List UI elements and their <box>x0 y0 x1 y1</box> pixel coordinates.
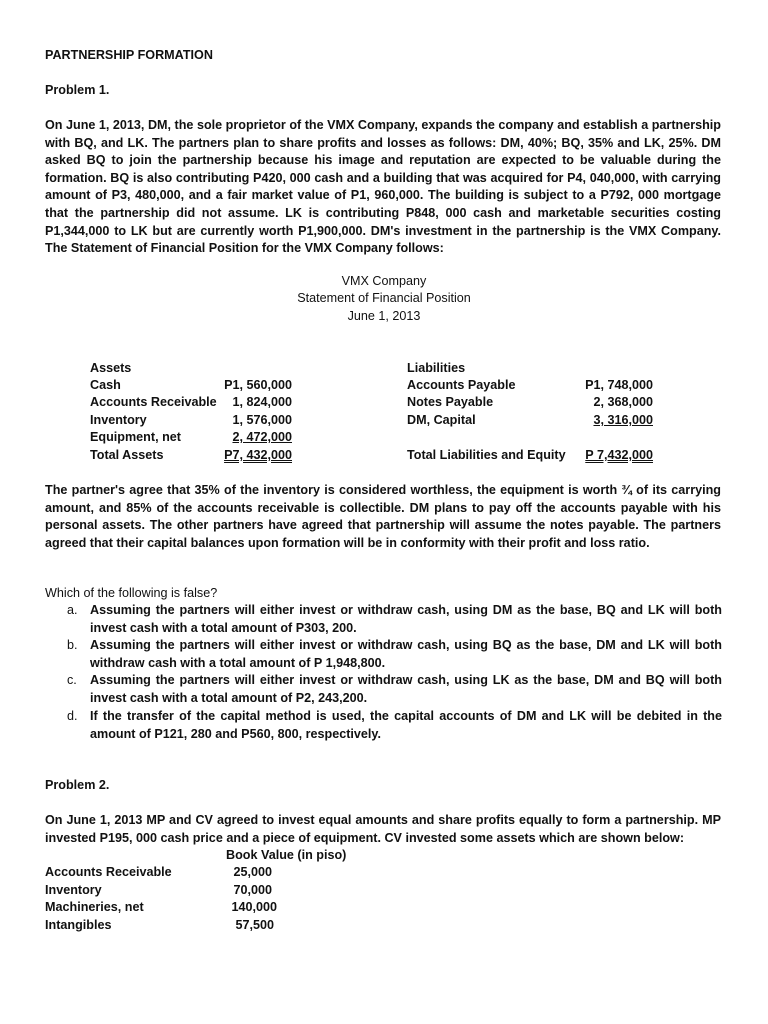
total-liabilities-value <box>560 447 653 465</box>
liability-label: Notes Payable <box>407 395 494 409</box>
option-text: Assuming the partners will either invest or withdraw cash, using BQ as the base, DM and LK will both withdraw cash with a total amount of P 1,948,800. <box>90 638 722 670</box>
book-value-header: Book Value (in piso) <box>226 848 347 862</box>
statement-date: June 1, 2013 <box>347 309 421 323</box>
asset-label: Inventory <box>90 413 147 427</box>
total-assets-label: Total Assets <box>90 448 164 462</box>
asset-row-label: Accounts Receivable <box>45 865 172 879</box>
total-assets-value <box>200 447 292 465</box>
liability-value <box>560 412 653 430</box>
liability-label: Accounts Payable <box>407 378 516 392</box>
liability-value-text: 3, 316,000 <box>593 413 653 427</box>
statement-name: Statement of Financial Position <box>297 291 471 305</box>
total-liabilities-value-text: P 7,432,000 <box>585 448 653 462</box>
option-text: If the transfer of the capital method is used, the capital accounts of DM and LK will be debited in the amount of P121, 280 and P560, 800, respectively. <box>90 709 722 741</box>
option-text: Assuming the partners will either invest or withdraw cash, using DM as the base, BQ and LK will both invest cash with a total amount of P303, 200. <box>90 603 722 635</box>
liability-label: DM, Capital <box>407 413 476 427</box>
asset-value <box>200 429 292 447</box>
problem1-question: Which of the following is false? <box>45 586 218 600</box>
liability-value: P1, 748,000 <box>585 378 653 392</box>
problem1-agreement: The partner's agree that 35% of the inventory is considered worthless, the equipment is worth ¾ of its carrying amount, and 85% of the accounts receivable is collectible. DM plans to pay off the accounts payable with his personal assets. The other partners have agreed that partnership will assume the notes payable. The partners agreed that their capital balances upon formation will be in conformity with their profit and loss ratio. <box>45 483 721 550</box>
asset-row-value: 57,500 <box>235 918 274 932</box>
total-assets-value-text: P7, 432,000 <box>224 448 292 462</box>
asset-value: 1, 576,000 <box>232 413 292 427</box>
liability-value: 2, 368,000 <box>593 395 653 409</box>
asset-value: P1, 560,000 <box>224 378 292 392</box>
liabilities-header: Liabilities <box>407 361 466 375</box>
problem1-intro: On June 1, 2013, DM, the sole proprietor of the VMX Company, expands the company and establish a partnership with BQ, and LK. The partners plan to share profits and losses as follows: DM, 40%; BQ, 35% and LK, 25%. DM asked BQ to join the partnership because his image and reputation are expected to be valuable during the formation. BQ is also contributing P420, 000 cash and a building that was acquired for P4, 040,000, with carrying amount of P3, 480,000, and a fair market value of P1, 960,000. The building is subject to a P792, 000 mortgage that the partnership did not assume. LK is contributing P848, 000 cash and marketable securities costing P1,344,000 to LK but are currently worth P1,900,000. DM's investment in the partnership is the VMX Company. The Statement of Financial Position for the VMX Company follows: <box>45 118 721 256</box>
statement-company: VMX Company <box>341 274 427 288</box>
option-label: a. <box>67 603 78 617</box>
asset-row-value: 70,000 <box>233 883 272 897</box>
asset-value: 1, 824,000 <box>232 395 292 409</box>
asset-row-label: Machineries, net <box>45 900 144 914</box>
total-liabilities-label: Total Liabilities and Equity <box>407 448 566 462</box>
asset-row-value: 25,000 <box>233 865 272 879</box>
option-label: d. <box>67 709 78 723</box>
asset-row-label: Intangibles <box>45 918 112 932</box>
problem2-heading: Problem 2. <box>45 778 110 792</box>
option-text: Assuming the partners will either invest or withdraw cash, using LK as the base, DM and BQ will both invest cash with a total amount of P2, 243,200. <box>90 673 722 705</box>
problem2-intro: On June 1, 2013 MP and CV agreed to invest equal amounts and share profits equally to form a partnership. MP invested P195, 000 cash price and a piece of equipment. CV invested some assets which are shown below: <box>45 813 721 845</box>
asset-label: Equipment, net <box>90 430 181 444</box>
option-label: b. <box>67 638 78 652</box>
document-title: PARTNERSHIP FORMATION <box>45 48 213 62</box>
problem1-heading: Problem 1. <box>45 83 110 97</box>
asset-label: Accounts Receivable <box>90 395 217 409</box>
asset-value-text: 2, 472,000 <box>232 430 292 444</box>
asset-row-label: Inventory <box>45 883 102 897</box>
option-label: c. <box>67 673 77 687</box>
asset-label: Cash <box>90 378 121 392</box>
assets-header: Assets <box>90 361 132 375</box>
asset-row-value: 140,000 <box>231 900 277 914</box>
